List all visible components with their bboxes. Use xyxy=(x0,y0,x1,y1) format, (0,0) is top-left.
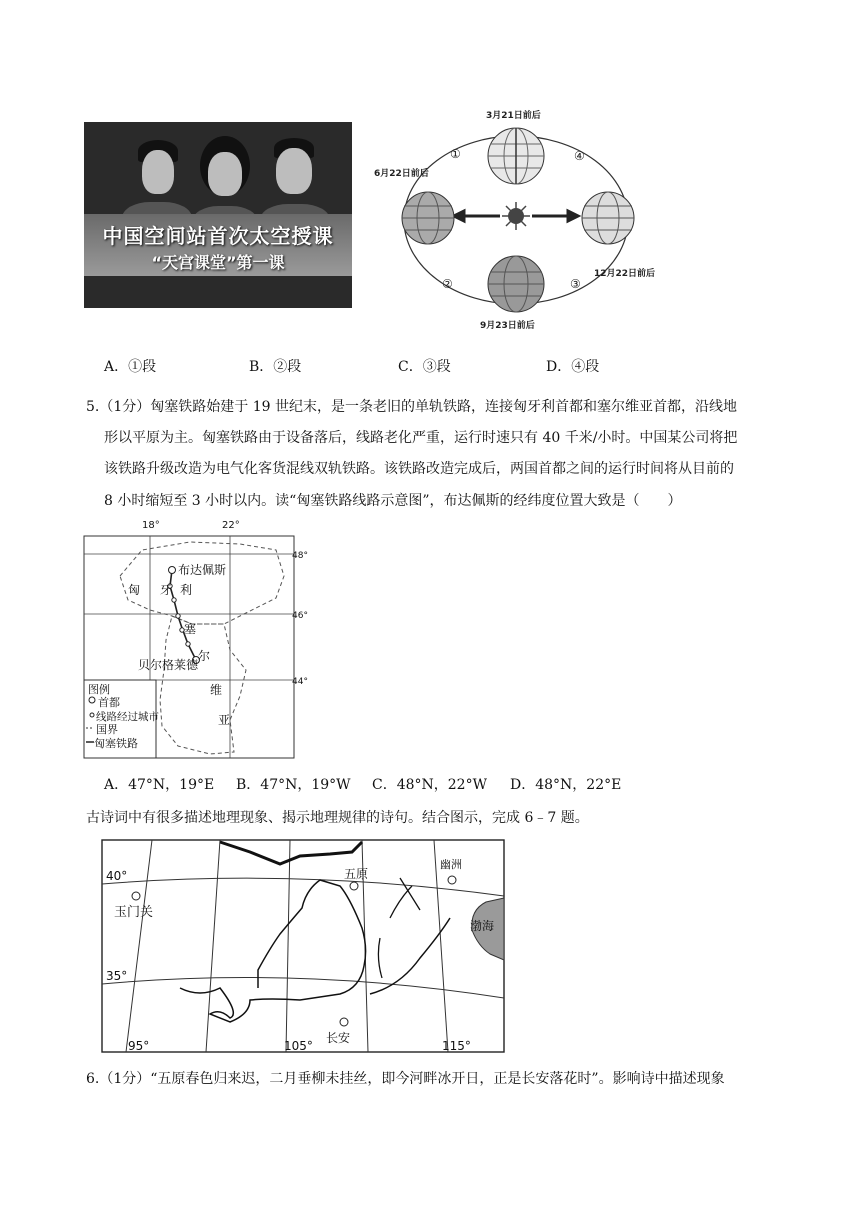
person-3-face xyxy=(276,148,312,194)
legend-title: 图例 xyxy=(88,683,110,696)
q5-line4: 8 小时缩短至 3 小时以内。读“匈塞铁路线路示意图”，布达佩斯的经纬度位置大致是（ ） xyxy=(104,493,682,509)
legend-capital: 首都 xyxy=(98,696,120,709)
q5-line3: 该铁路升级改造为电气化客货混线双轨铁路。该铁路改造完成后，两国首都之间的运行时间将从目前的 xyxy=(104,461,734,477)
wuyuan-marker xyxy=(350,882,358,890)
person-2-face xyxy=(208,152,242,196)
label-september: 9月23日前后 xyxy=(480,321,535,331)
lon-95-label: 95° xyxy=(128,1039,150,1053)
hungary-serbia-railway-map xyxy=(80,520,316,762)
lat-35-label: 35° xyxy=(106,969,128,983)
q5-line1: 5.（1分）匈塞铁路始建于 19 世纪末，是一条老旧的单轨铁路，连接匈牙利首都和塞尔维亚首都，沿线地 xyxy=(86,399,737,415)
photo-title-line2: “天宫课堂”第一课 xyxy=(151,253,285,272)
budapest-marker xyxy=(169,567,176,574)
q4-option-c: C．③段 xyxy=(398,359,451,375)
wuyuan-label: 五原 xyxy=(344,867,369,881)
lat-46-label: 46° xyxy=(292,611,308,621)
label-june: 6月22日前后 xyxy=(374,169,429,179)
q5-line2: 形以平原为主。匈塞铁路由于设备落后，线路老化严重，运行时速只有 40 千米/小时。中国某公司将把 xyxy=(104,430,738,446)
lat-44-label: 44° xyxy=(292,677,308,687)
legend-railway: 匈塞铁路 xyxy=(94,737,138,750)
serbia-label-2: 尔 xyxy=(198,649,211,663)
q5-option-b: B．47°N，19°W xyxy=(236,777,351,793)
lon-115-label: 115° xyxy=(442,1039,471,1053)
sun-icon xyxy=(502,202,530,230)
yumenguan-label: 玉门关 xyxy=(114,905,154,920)
person-1-face xyxy=(142,150,174,194)
q5-option-a: A．47°N，19°E xyxy=(104,777,215,793)
lon-105-label: 105° xyxy=(284,1039,313,1053)
youzhou-marker xyxy=(448,876,456,884)
label-december: 12月22日前后 xyxy=(594,269,656,279)
map2-frame xyxy=(102,840,504,1052)
q4-option-a: A．①段 xyxy=(104,359,157,375)
ancient-china-map xyxy=(100,838,506,1056)
lon-18-label: 18° xyxy=(142,520,160,531)
globe-september xyxy=(488,256,544,312)
lat-40-label: 40° xyxy=(106,869,128,883)
photo-title-line1: 中国空间站首次太空授课 xyxy=(102,224,334,248)
serbia-label-4: 亚 xyxy=(218,713,231,727)
legend-border: 国界 xyxy=(96,723,118,736)
hungary-label-1: 匈 xyxy=(128,583,141,597)
globe-march xyxy=(488,128,544,184)
budapest-label: 布达佩斯 xyxy=(178,563,227,577)
lon-22-label: 22° xyxy=(222,520,240,531)
segment-2-label: ② xyxy=(442,277,453,291)
hungary-label-3: 利 xyxy=(180,583,193,597)
hungary-label-2: 牙 xyxy=(160,583,173,597)
tiangong-classroom-photo xyxy=(84,122,352,308)
segment-4-label: ④ xyxy=(574,149,585,163)
earth-orbit-diagram xyxy=(374,104,680,340)
bohai-label: 渤海 xyxy=(470,919,495,933)
changan-label: 长安 xyxy=(326,1031,351,1045)
q5-option-c: C．48°N，22°W xyxy=(372,777,487,793)
q4-option-d: D．④段 xyxy=(546,359,600,375)
label-march: 3月21日前后 xyxy=(486,111,541,121)
changan-marker xyxy=(340,1018,348,1026)
youzhou-label: 幽洲 xyxy=(440,858,462,871)
map1-legend xyxy=(84,680,159,758)
segment-3-label: ③ xyxy=(570,277,581,291)
yumenguan-marker xyxy=(132,892,140,900)
lat-48-label: 48° xyxy=(292,551,308,561)
q5-option-d: D．48°N，22°E xyxy=(510,777,622,793)
belgrade-label: 贝尔格莱德 xyxy=(138,658,199,672)
serbia-label-1: 塞 xyxy=(184,622,197,636)
section-intro: 古诗词中有很多描述地理现象、揭示地理规律的诗句。结合图示，完成 6﹣7 题。 xyxy=(86,810,589,826)
segment-1-label: ① xyxy=(450,147,461,161)
globe-june xyxy=(402,192,454,244)
q6-line1: 6.（1分）“五原春色归来迟，二月垂柳未挂丝，即今河畔冰开日，正是长安落花时”。影响诗中描述现象 xyxy=(86,1071,725,1087)
q4-option-b: B．②段 xyxy=(249,359,302,375)
legend-city: 线路经过城市 xyxy=(96,711,159,723)
globe-december xyxy=(582,192,634,244)
serbia-label-3: 维 xyxy=(210,683,223,697)
